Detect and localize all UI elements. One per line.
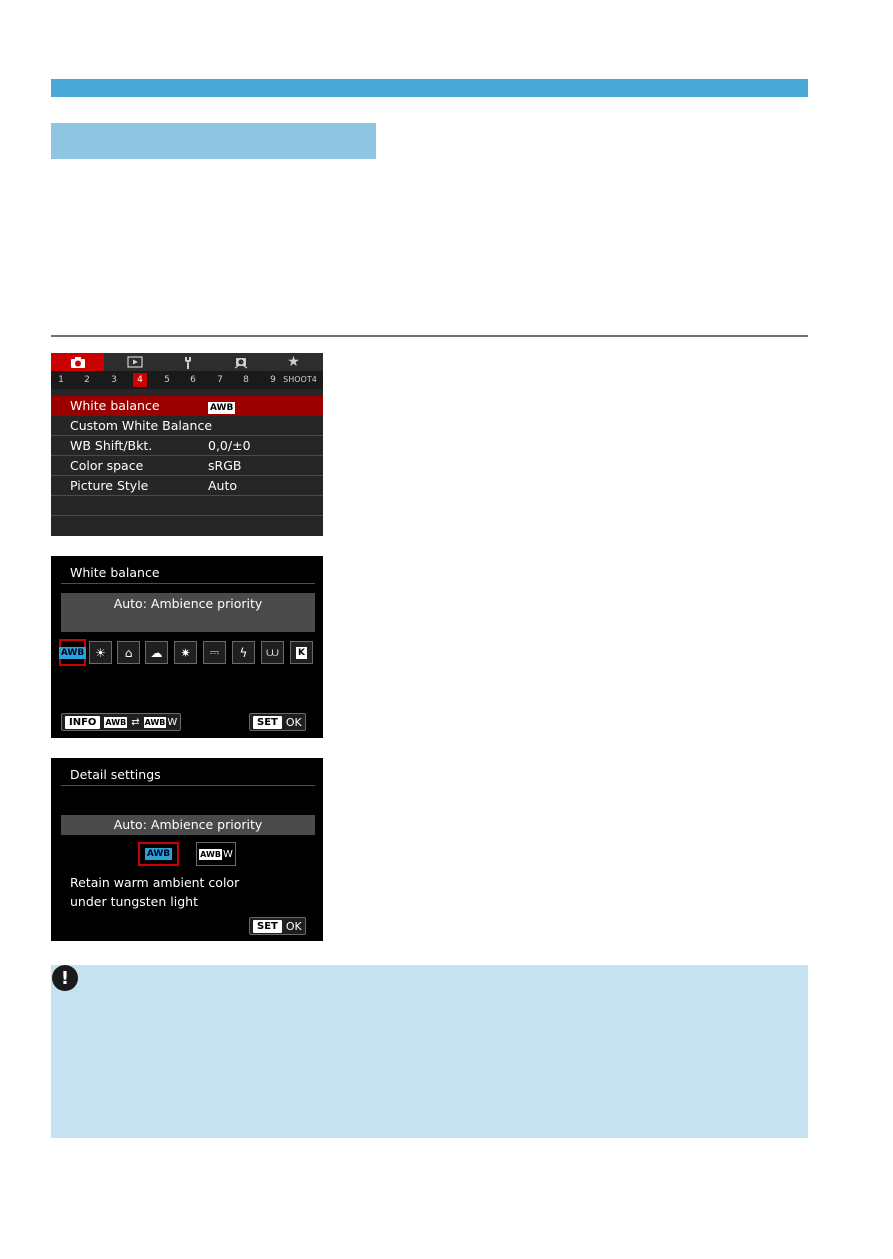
wb-option-shade[interactable]	[117, 641, 140, 664]
wb-mode-display: Auto: Ambience priority	[61, 815, 315, 835]
wrench-icon	[182, 356, 194, 369]
set-key: SET	[253, 716, 282, 729]
menu-item-label: Color space	[70, 458, 144, 473]
page-9[interactable]: 9	[270, 375, 276, 385]
info-key: INFO	[65, 716, 100, 729]
tab-shooting[interactable]	[51, 353, 104, 371]
wb-mode-display: Auto: Ambience priority	[61, 593, 315, 632]
menu-item-empty	[51, 516, 323, 536]
section-heading-tab	[51, 123, 376, 159]
kelvin-icon: K	[298, 647, 305, 658]
flash-icon: ϟ	[239, 645, 248, 660]
menu-item-color-space[interactable]	[51, 456, 323, 476]
wb-option-kelvin[interactable]	[290, 641, 313, 664]
menu-item-value: 0,0/±0	[208, 438, 251, 453]
awb-white-suffix: W	[222, 848, 233, 860]
wb-option-tungsten[interactable]	[174, 641, 197, 664]
menu-item-label: White balance	[70, 398, 160, 413]
option-ambience-priority[interactable]	[138, 842, 179, 866]
custom-wb-icon: ⩊	[266, 645, 279, 659]
playback-icon	[127, 356, 143, 368]
swap-arrow-icon: ⇄	[131, 716, 140, 728]
page-4[interactable]: 4	[133, 373, 147, 387]
page-3[interactable]: 3	[111, 375, 117, 385]
set-key: SET	[253, 920, 282, 933]
tab-playback[interactable]	[108, 353, 161, 371]
fluorescent-icon: ⎓	[209, 645, 220, 659]
awb-white-icon: AWB	[144, 717, 166, 727]
menu-item-picture-style[interactable]	[51, 476, 323, 496]
white-balance-screen	[51, 556, 323, 738]
awb-icon: AWB	[210, 403, 234, 413]
description-line: Retain warm ambient color	[70, 875, 240, 890]
star-icon: ★	[287, 354, 300, 370]
sun-icon: ☀	[95, 645, 106, 660]
wb-option-cloudy[interactable]	[145, 641, 168, 664]
menu-item-label: Picture Style	[70, 478, 149, 493]
ok-label: OK	[285, 715, 302, 729]
camera-icon	[70, 356, 86, 368]
page-label: SHOOT4	[283, 375, 317, 384]
set-ok-button[interactable]	[249, 917, 306, 935]
awb-icon: AWB	[105, 717, 127, 727]
menu-item-white-balance[interactable]	[51, 396, 323, 416]
screen-title: White balance	[70, 565, 160, 580]
menu-item-value: Auto	[208, 478, 238, 493]
menu-item-custom-white-balance[interactable]	[51, 416, 323, 436]
wb-option-fluorescent[interactable]	[203, 641, 226, 664]
description-line: under tungsten light	[70, 894, 198, 909]
title-underline	[61, 785, 315, 786]
detail-settings-screen	[51, 758, 323, 941]
wb-option-daylight[interactable]	[89, 641, 112, 664]
caution-icon: !	[52, 965, 78, 991]
option-description	[70, 873, 239, 911]
set-ok-button[interactable]	[249, 713, 306, 731]
option-white-priority[interactable]	[196, 842, 236, 866]
menu-item-label: WB Shift/Bkt.	[70, 438, 153, 453]
info-button-strip[interactable]	[61, 713, 181, 731]
menu-item-value: sRGB	[208, 458, 242, 473]
awb-icon: AWB	[60, 647, 85, 658]
screen-title: Detail settings	[70, 767, 161, 782]
menu-tab-bar	[51, 353, 323, 371]
wb-option-custom[interactable]	[261, 641, 284, 664]
awb-icon: AWB	[146, 849, 171, 859]
page-7[interactable]: 7	[217, 375, 223, 385]
menu-item-value	[208, 398, 235, 414]
custom-functions-icon	[233, 356, 249, 369]
tungsten-icon: ✷	[180, 645, 191, 660]
page-8[interactable]: 8	[243, 375, 249, 385]
menu-page-bar	[51, 371, 323, 389]
menu-item-empty	[51, 496, 323, 516]
tab-my-menu[interactable]	[267, 353, 320, 371]
header-color-bar	[51, 79, 808, 97]
awb-white-suffix: W	[167, 716, 178, 728]
shade-icon: ⌂	[124, 645, 133, 660]
wb-option-flash[interactable]	[232, 641, 255, 664]
ok-label: OK	[285, 919, 302, 933]
page-5[interactable]: 5	[164, 375, 170, 385]
caution-notice-box	[51, 965, 808, 1138]
title-underline	[61, 583, 315, 584]
awb-white-icon: AWB	[200, 849, 221, 859]
divider	[51, 335, 808, 337]
tab-setup[interactable]	[161, 353, 214, 371]
page-6[interactable]: 6	[190, 375, 196, 385]
page-2[interactable]: 2	[84, 375, 90, 385]
wb-option-awb[interactable]	[59, 639, 86, 666]
page-1[interactable]: 1	[58, 375, 64, 385]
tab-custom-functions[interactable]	[214, 353, 267, 371]
cloud-icon: ☁	[150, 645, 163, 660]
menu-item-wb-shift[interactable]	[51, 436, 323, 456]
camera-menu-screen	[51, 353, 323, 536]
menu-item-label: Custom White Balance	[70, 418, 213, 433]
